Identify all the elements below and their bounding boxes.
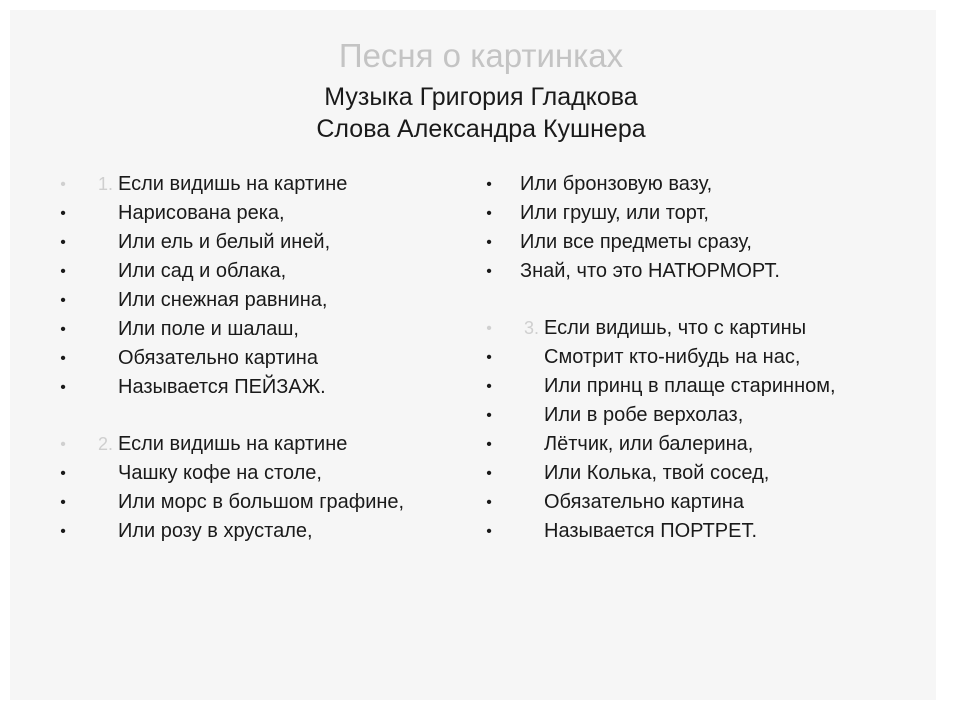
- subtitle-music: Музыка Григория Гладкова: [324, 83, 638, 111]
- bullet-marker: •: [60, 263, 66, 280]
- verse-text: Или принц в плаще старинном,: [544, 375, 836, 397]
- bullet-marker: •: [60, 436, 66, 453]
- verse-text: Знай, что это НАТЮРМОРТ.: [520, 260, 780, 282]
- bullet-marker: •: [60, 465, 66, 482]
- verse-text: Или в робе верхолаз,: [544, 404, 744, 426]
- verse-text: Или розу в хрустале,: [118, 520, 313, 542]
- verse-3-number: 3.: [524, 318, 540, 338]
- verse-text: Называется ПЕЙЗАЖ.: [118, 376, 326, 398]
- verse-text: Если видишь на картине: [118, 433, 348, 455]
- verse-text: Или грушу, или торт,: [520, 202, 709, 224]
- bullet-marker: •: [486, 494, 492, 511]
- verse-text: Обязательно картина: [544, 491, 744, 513]
- verse-1-number: 1.: [98, 174, 114, 194]
- verse-text: Если видишь на картине: [118, 173, 348, 195]
- bullet-marker: •: [486, 407, 492, 424]
- verse-text: Или бронзовую вазу,: [520, 173, 713, 195]
- bullet-marker: •: [60, 176, 66, 193]
- verse-text: Смотрит кто-нибудь на нас,: [544, 346, 801, 368]
- verse-text: Или снежная равнина,: [118, 289, 328, 311]
- verse-text: Или поле и шалаш,: [118, 318, 299, 340]
- verse-2-number: 2.: [98, 434, 114, 454]
- verse-text: Обязательно картина: [118, 347, 318, 369]
- bullet-marker: •: [486, 263, 492, 280]
- verse-text: Лётчик, или балерина,: [544, 433, 754, 455]
- bullet-marker: •: [486, 349, 492, 366]
- subtitle-words: Слова Александра Кушнера: [316, 115, 646, 143]
- bullet-marker: •: [486, 378, 492, 395]
- verse-text: Чашку кофе на столе,: [118, 462, 322, 484]
- bullet-marker: •: [486, 436, 492, 453]
- bullet-marker: •: [60, 234, 66, 251]
- bullet-marker: •: [486, 234, 492, 251]
- bullet-marker: •: [486, 176, 492, 193]
- bullet-marker: •: [486, 523, 492, 540]
- bullet-marker: •: [60, 350, 66, 367]
- bullet-marker: •: [60, 379, 66, 396]
- verse-text: Нарисована река,: [118, 202, 285, 224]
- bullet-marker: •: [60, 321, 66, 338]
- bullet-marker: •: [60, 494, 66, 511]
- verse-text: Или сад и облака,: [118, 260, 287, 282]
- verse-text: Или морс в большом графине,: [118, 491, 405, 513]
- bullet-marker: •: [60, 292, 66, 309]
- bullet-marker: •: [60, 523, 66, 540]
- verse-text: Называется ПОРТРЕТ.: [544, 520, 758, 542]
- verse-text: Если видишь, что с картины: [544, 317, 807, 339]
- bullet-marker: •: [486, 465, 492, 482]
- verse-text: Или все предметы сразу,: [520, 231, 752, 253]
- bullet-marker: •: [486, 320, 492, 337]
- bullet-marker: •: [60, 205, 66, 222]
- song-title: Песня о картинках: [338, 37, 624, 74]
- verse-text: Или ель и белый иней,: [118, 231, 331, 253]
- bullet-marker: •: [486, 205, 492, 222]
- verse-text: Или Колька, твой сосед,: [544, 462, 770, 484]
